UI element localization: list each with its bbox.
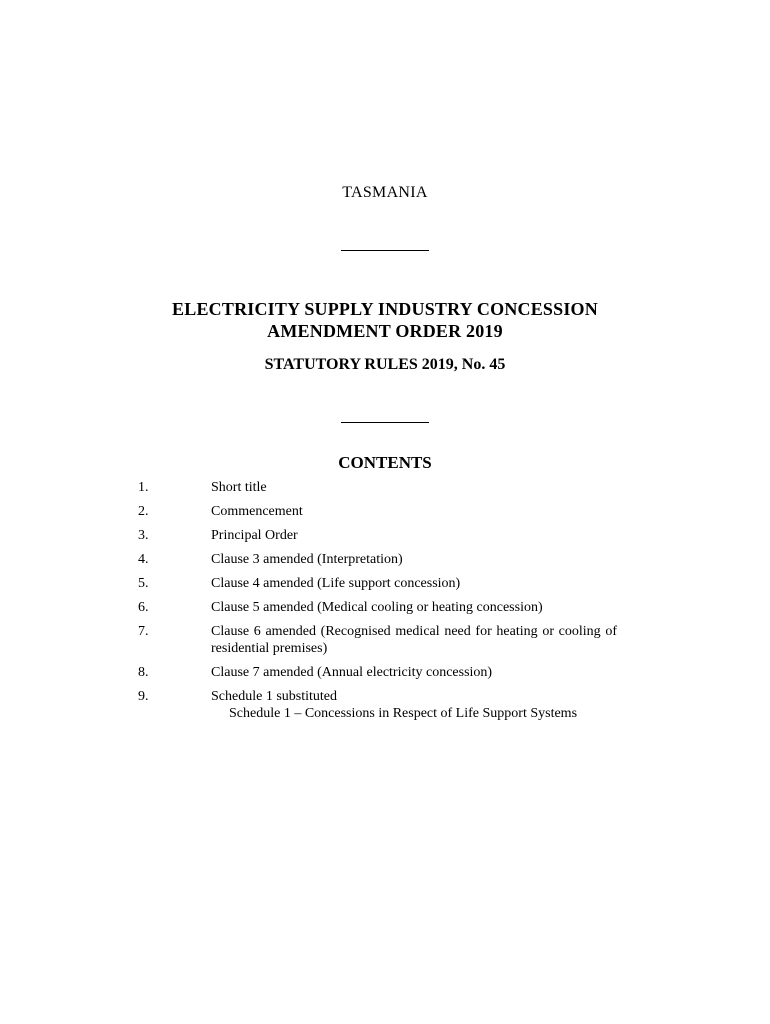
toc-item-text: Schedule 1 substituted bbox=[211, 689, 337, 704]
toc-item-number: 8. bbox=[138, 665, 149, 680]
document-title bbox=[0, 298, 770, 342]
toc-item-text: Clause 5 amended (Medical cooling or heating concession) bbox=[211, 600, 543, 615]
toc-item-number: 2. bbox=[138, 504, 149, 519]
toc-item-number: 6. bbox=[138, 600, 149, 615]
toc-item-text: Clause 6 amended (Recognised medical need for heating or cooling of residential premises) bbox=[211, 624, 617, 656]
toc-item bbox=[0, 688, 770, 705]
statutory-rules-number: STATUTORY RULES 2019, No. 45 bbox=[264, 356, 506, 373]
toc-item-text: Commencement bbox=[211, 504, 303, 519]
toc-item-number: 7. bbox=[138, 624, 149, 639]
separator-rule-top bbox=[341, 250, 429, 251]
toc-item bbox=[0, 527, 770, 544]
toc-item bbox=[0, 664, 770, 681]
toc-item-text: Principal Order bbox=[211, 528, 298, 543]
contents-heading: CONTENTS bbox=[338, 453, 432, 472]
toc-item bbox=[0, 479, 770, 496]
toc-item-number: 9. bbox=[138, 689, 149, 704]
toc-item bbox=[0, 623, 770, 657]
toc-sub-item: Schedule 1 – Concessions in Respect of Life Support Systems bbox=[229, 706, 578, 721]
toc-item bbox=[0, 551, 770, 568]
toc-item-number: 3. bbox=[138, 528, 149, 543]
toc-item bbox=[0, 599, 770, 616]
toc-item-text: Clause 7 amended (Annual electricity concession) bbox=[211, 665, 493, 680]
title-line-2: AMENDMENT ORDER 2019 bbox=[267, 321, 503, 341]
separator-rule-bottom bbox=[341, 422, 429, 423]
table-of-contents bbox=[0, 479, 770, 722]
toc-item-text: Clause 4 amended (Life support concession) bbox=[211, 576, 461, 591]
toc-item-number: 4. bbox=[138, 552, 149, 567]
toc-item-text: Short title bbox=[211, 480, 267, 495]
toc-item bbox=[0, 503, 770, 520]
toc-item-number: 1. bbox=[138, 480, 149, 495]
toc-item-number: 5. bbox=[138, 576, 149, 591]
toc-item-text: Clause 3 amended (Interpretation) bbox=[211, 552, 403, 567]
toc-item bbox=[0, 575, 770, 592]
title-line-1: ELECTRICITY SUPPLY INDUSTRY CONCESSION bbox=[172, 299, 598, 319]
jurisdiction-heading: TASMANIA bbox=[342, 184, 428, 201]
